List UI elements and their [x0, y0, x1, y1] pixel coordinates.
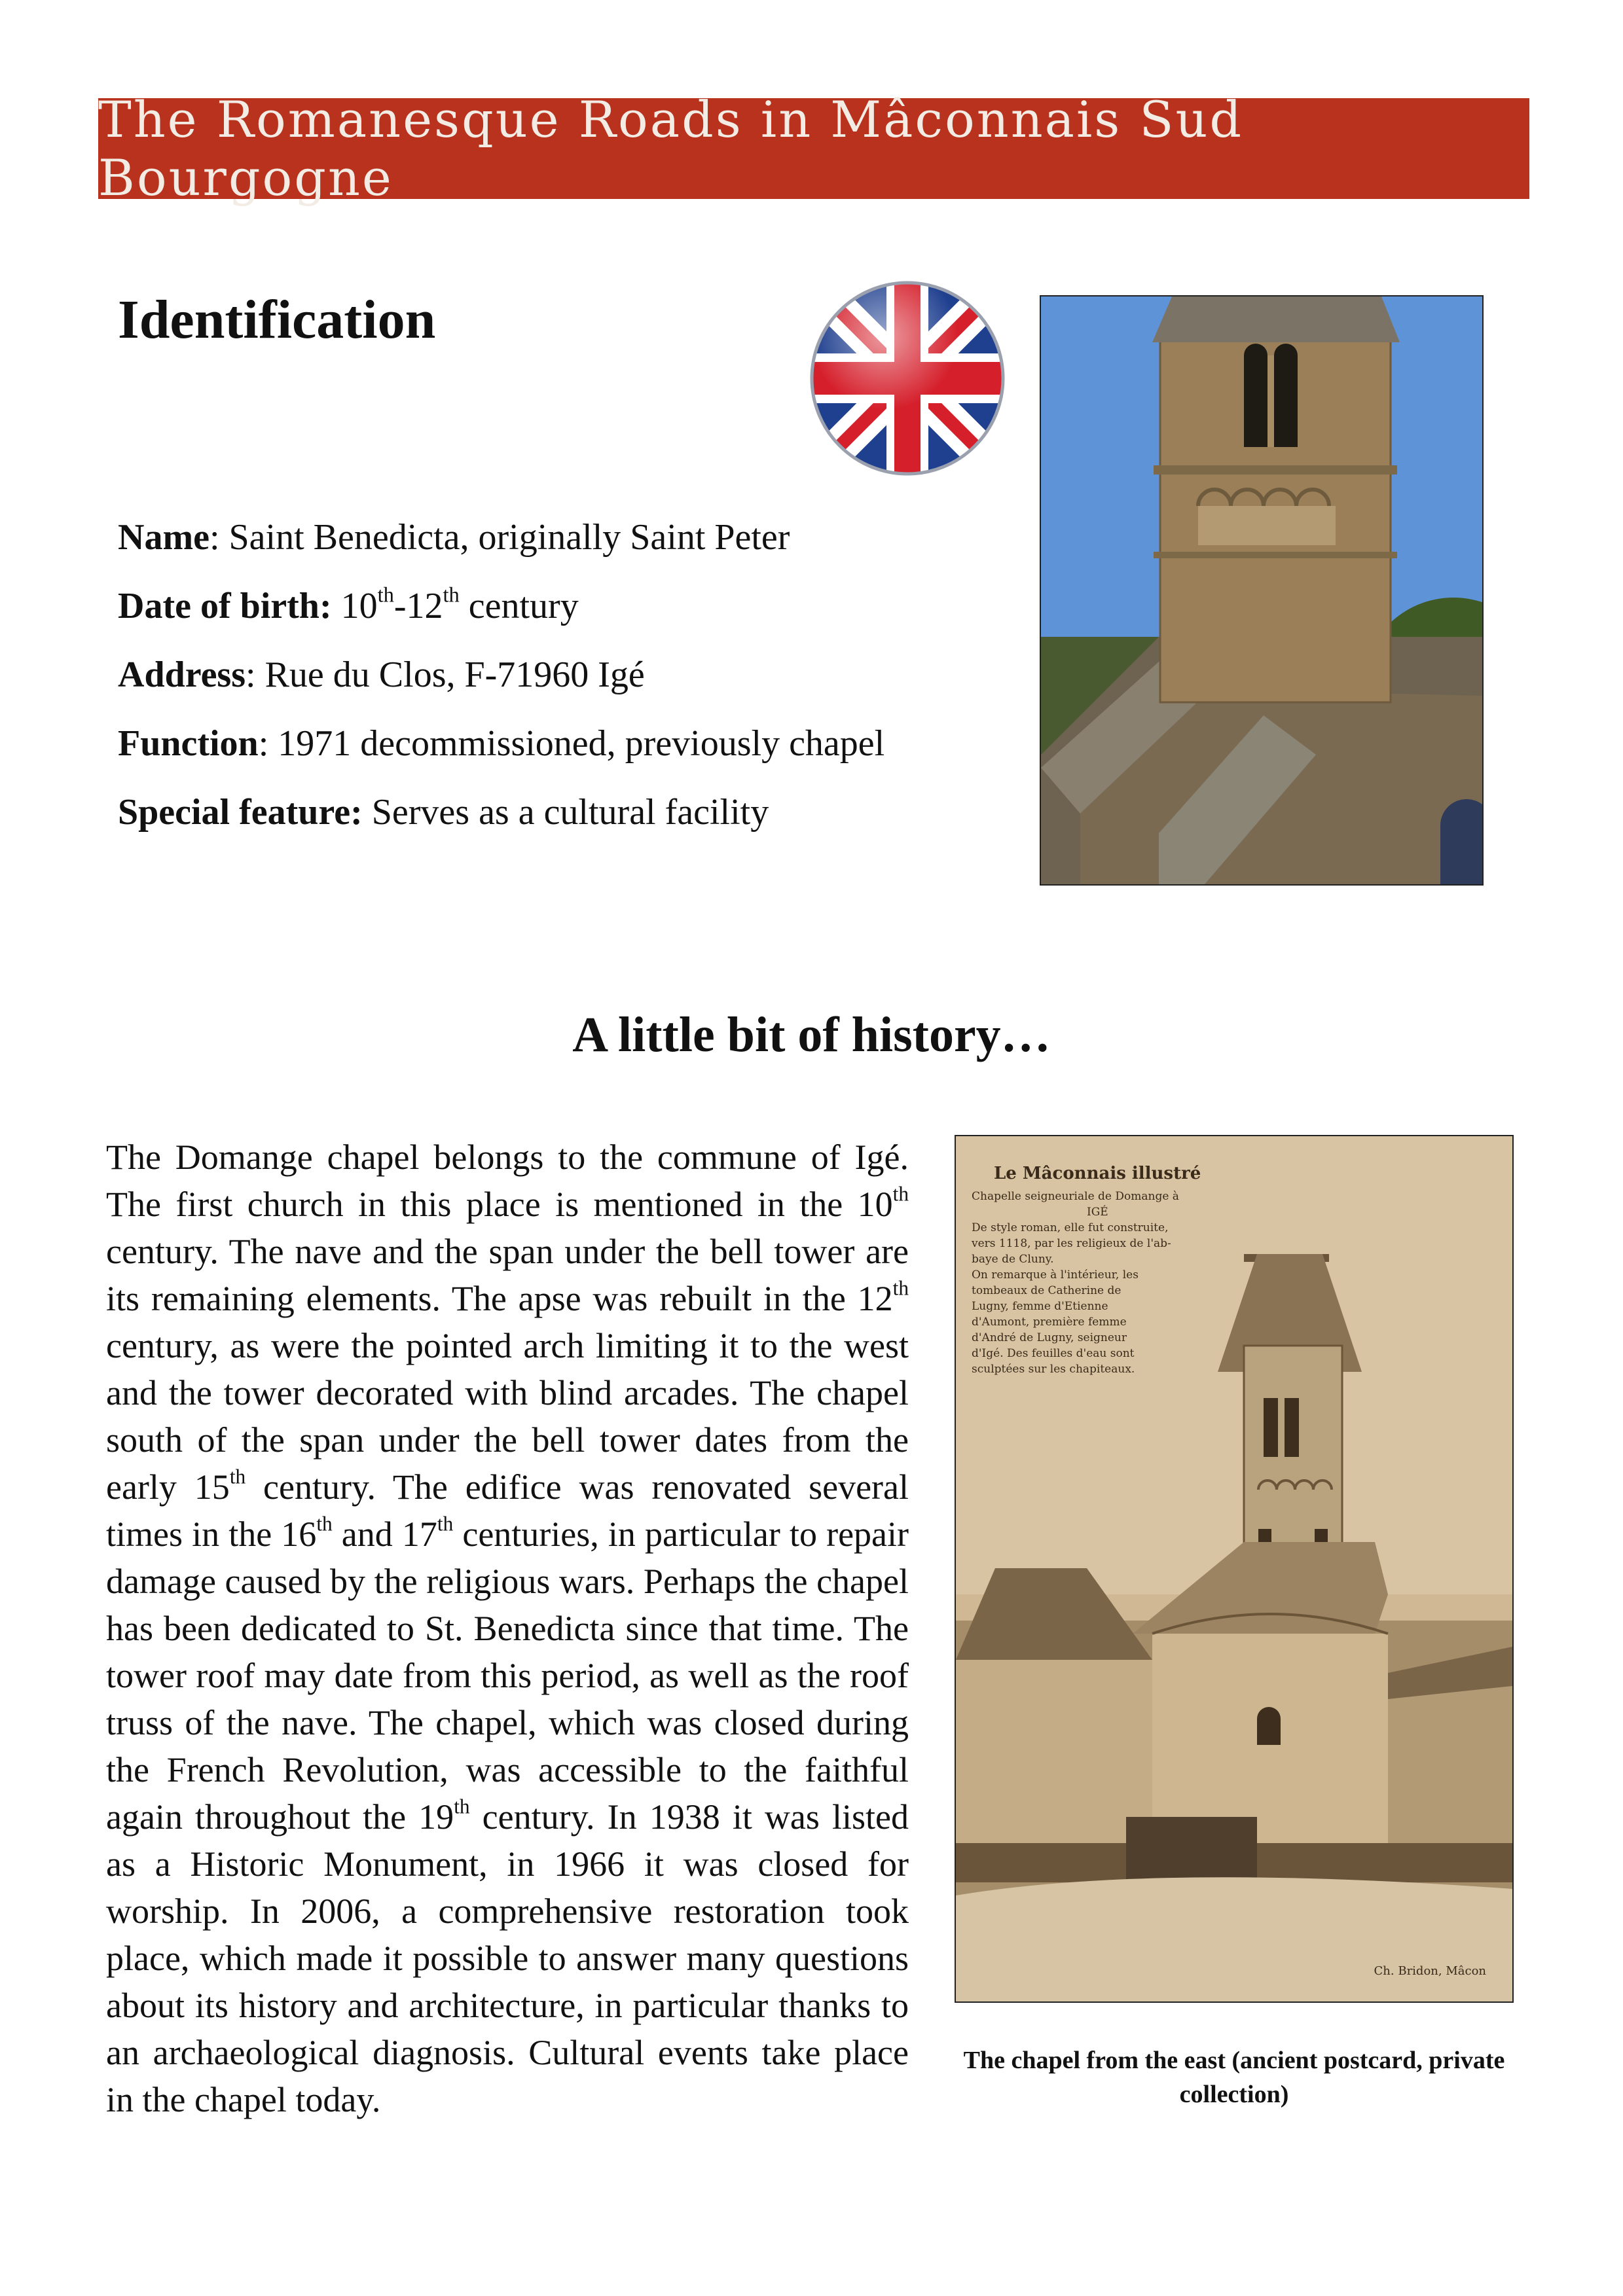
postcard-caption-line: Chapelle seigneuriale de Domange à [972, 1190, 1179, 1203]
address-label: Address [118, 655, 246, 695]
postcard-caption-line: De style roman, elle fut construite, [972, 1221, 1169, 1234]
postcard-caption-line: d'André de Lugny, seigneur [972, 1331, 1127, 1344]
ordinal-suffix: th [229, 1465, 246, 1488]
ordinal-suffix: th [892, 1276, 909, 1300]
ordinal-suffix: th [316, 1512, 333, 1535]
history-heading: A little bit of history… [572, 1007, 1051, 1062]
ordinal-suffix: th [437, 1512, 454, 1535]
banner-title: The Romanesque Roads in Mâconnais Sud Bourgogne [98, 90, 1244, 207]
identification-heading: Identification [118, 289, 436, 350]
postcard-caption-line: d'Igé. Des feuilles d'eau sont [972, 1347, 1135, 1360]
postcard-caption-line: vers 1118, par les religieux de l'ab- [972, 1237, 1171, 1250]
bell-tower-photo [1040, 295, 1484, 886]
history-text-part: century. The edifice was renovated several times in the 16 [106, 1467, 909, 1554]
ordinal-suffix: th [377, 583, 394, 607]
date-value-part: century [459, 586, 579, 626]
date-of-birth-label: Date of birth: [118, 586, 332, 626]
union-jack-flag-icon [809, 280, 1006, 476]
history-paragraph [106, 1134, 909, 2123]
ordinal-suffix: th [454, 1795, 470, 1818]
postcard-caption-line: IGÉ [1087, 1206, 1108, 1219]
address-field [118, 653, 1021, 696]
function-label: Function [118, 723, 259, 764]
function-field [118, 722, 1021, 765]
history-text-part: century, as were the pointed arch limiting it to the west and the tower decorated with blind arcades. The chapel south of the span under the bell tower dates from the early 15 [106, 1326, 909, 1507]
history-text-part: century. In 1938 it was listed as a Historic Monument, in 1966 it was closed for worship. In 2006, a comprehensive restoration took place, which made it possible to answer many questions about its history and architecture, in particular thanks to an archaeological diagnosis. Cultural events take place in the chapel today. [106, 1797, 909, 2119]
history-text-part: centuries, in particular to repair damage caused by the religious wars. Perhaps the chapel has been dedicated to St. Benedicta since that time. The tower roof may date from this period, as well as the roof truss of the nave. The chapel, which was closed during the French Revolution, was accessible to the faithful again throughout the 19 [106, 1515, 909, 1837]
postcard-figure-caption: The chapel from the east (ancient postcard, private collection) [963, 2047, 1505, 2108]
history-text-part: and 17 [332, 1515, 437, 1554]
postcard-caption-line: sculptées sur les chapiteaux. [972, 1363, 1135, 1376]
history-text-part: century. The nave and the span under the bell tower are its remaining elements. The apse was rebuilt in the 12 [106, 1232, 909, 1318]
function-value: : 1971 decommissioned, previously chapel [258, 723, 885, 764]
postcard-caption-line: On remarque à l'intérieur, les [972, 1268, 1139, 1282]
postcard-credit: Ch. Bridon, Mâcon [1374, 1964, 1486, 1978]
ordinal-suffix: th [443, 583, 460, 607]
special-feature-value: Serves as a cultural facility [362, 792, 769, 833]
postcard-title: Le Mâconnais illustré [994, 1164, 1201, 1183]
postcard-caption-line: d'Aumont, première femme [972, 1316, 1127, 1329]
special-feature-field [118, 791, 1021, 834]
date-value-part: -12 [393, 586, 443, 626]
header-banner [98, 90, 1529, 207]
name-label: Name [118, 517, 210, 558]
postcard-caption-line: tombeaux de Catherine de [972, 1284, 1122, 1297]
name-value: : Saint Benedicta, originally Saint Peter [209, 517, 790, 558]
postcard-caption-line: Lugny, femme d'Etienne [972, 1300, 1108, 1313]
ancient-postcard-image [955, 1135, 1514, 2003]
ordinal-suffix: th [892, 1182, 909, 1206]
identification-fields [118, 516, 1021, 859]
special-feature-label: Special feature: [118, 792, 363, 833]
address-value: : Rue du Clos, F-71960 Igé [246, 655, 645, 695]
postcard-caption-line: baye de Cluny. [972, 1253, 1054, 1266]
date-value-part: 10 [331, 586, 378, 626]
name-field [118, 516, 1021, 559]
history-text-part: The Domange chapel belongs to the commune of Igé. The first church in this place is mentioned in the 10 [106, 1138, 909, 1224]
date-of-birth-field [118, 584, 1021, 628]
